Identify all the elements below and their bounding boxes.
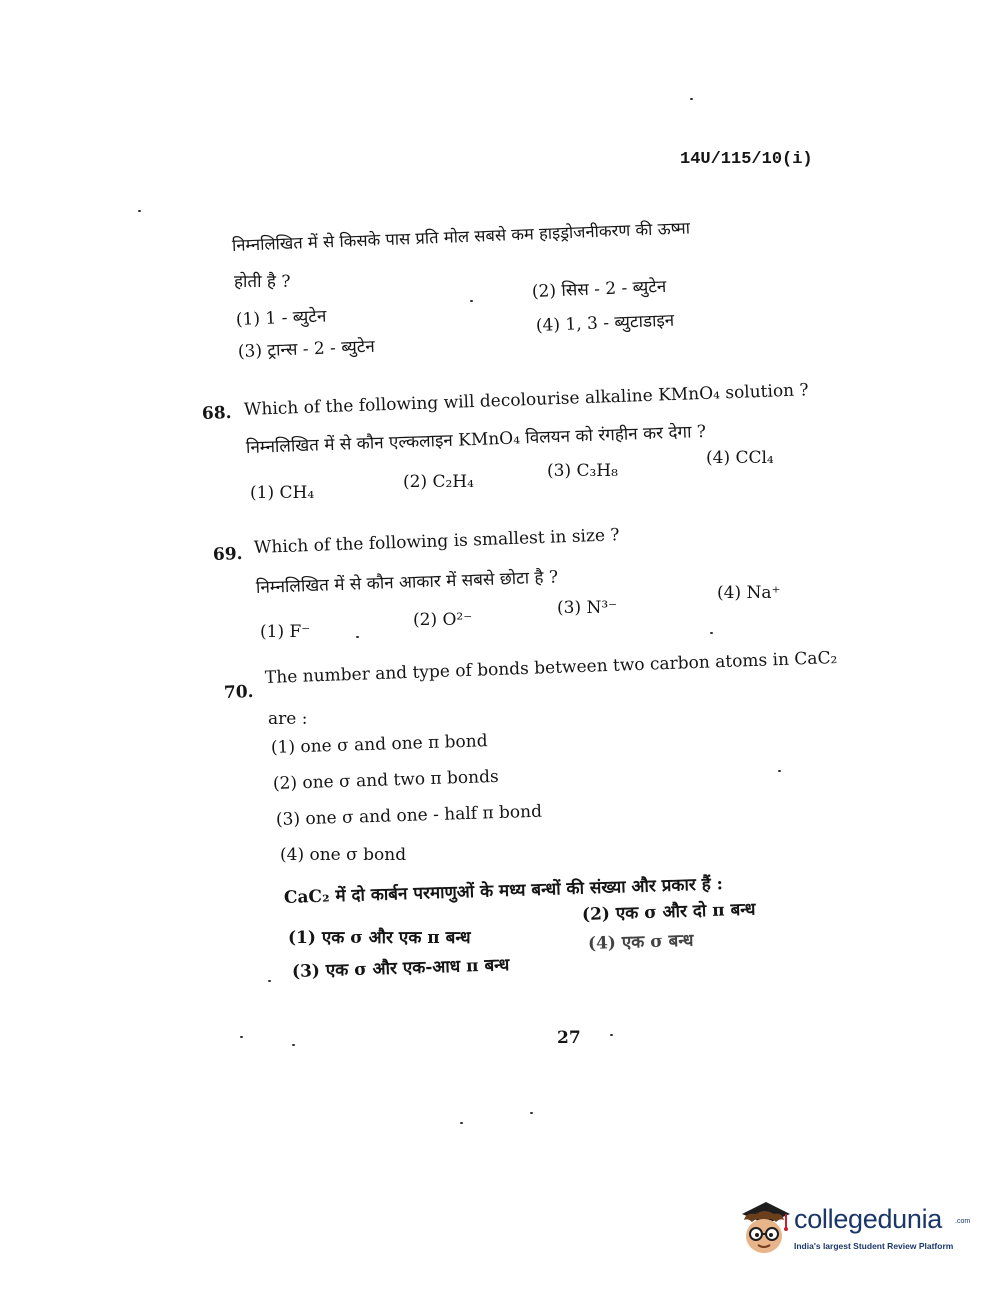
page-number: 27 [557,1028,581,1048]
scan-speck [356,636,359,638]
scan-speck [710,632,713,634]
scan-speck [240,1036,243,1038]
scan-speck [138,210,141,212]
q68-number: 68. [201,402,232,424]
q70-option-3: (3) one σ and one - half π bond [275,801,543,830]
q68-option-2: (2) C₂H₄ [403,472,474,492]
q70-hindi-option-1: (1) एक σ और एक π बन्ध [288,928,471,948]
q69-option-3: (3) N³⁻ [557,598,618,618]
q69-english: Which of the following is smallest in size ? [253,525,620,558]
q70-english-line2: are : [268,709,308,729]
q70-hindi-option-4: (4) एक σ बन्ध [587,930,694,954]
q68-option-4: (4) CCl₄ [706,448,774,468]
q70-english-line1: The number and type of bonds between two carbon atoms in CaC₂ [264,648,838,688]
scan-speck [610,1034,613,1036]
q67-option-3: (3) ट्रान्स - 2 - ब्युटेन [237,336,376,362]
q69-hindi: निम्नलिखित में से कौन आकार में सबसे छोटा है ? [255,567,559,598]
scan-speck [268,980,271,982]
q70-hindi: CaC₂ में दो कार्बन परमाणुओं के मध्य बन्धों की संख्या और प्रकार हैं : [283,874,724,908]
q70-number: 70. [223,681,254,703]
q70-option-1: (1) one σ and one π bond [270,731,488,758]
q68-option-3: (3) C₃H₈ [547,461,618,481]
q70-hindi-option-2: (2) एक σ और दो π बन्ध [581,899,756,925]
q68-option-1: (1) CH₄ [250,483,315,503]
q68-hindi: निम्नलिखित में से कौन एल्कलाइन KMnO₄ विलयन को रंगहीन कर देगा ? [245,421,707,458]
q70-hindi-option-3: (3) एक σ और एक-आध π बन्ध [291,955,510,982]
q69-option-4: (4) Na⁺ [717,583,781,603]
q69-number: 69. [212,543,243,565]
scan-speck [530,1112,533,1114]
scan-speck [292,1044,295,1046]
paper-code: 14U/115/10(i) [680,150,813,169]
q70-option-4: (4) one σ bond [280,845,407,865]
q69-option-1: (1) F⁻ [260,622,311,642]
q70-option-2: (2) one σ and two π bonds [272,766,499,794]
scan-speck [690,98,693,100]
q67-option-4: (4) 1, 3 - ब्युटाडाइन [535,310,675,336]
logo-domain: .com [955,1218,971,1225]
logo-tagline: India's largest Student Review Platform [794,1241,954,1251]
mascot-icon [736,1198,792,1258]
q67-option-2: (2) सिस - 2 - ब्युटेन [531,276,667,302]
q68-english: Which of the following will decolourise alkaline KMnO₄ solution ? [243,380,809,420]
scan-speck [778,770,781,772]
q67-hindi-line2: होती है ? [234,272,291,292]
scan-speck [470,300,473,302]
scan-speck [460,1122,463,1124]
q67-option-1: (1) 1 - ब्युटेन [235,306,327,330]
logo-wordmark: collegedunia [794,1204,943,1234]
collegedunia-logo [736,1198,971,1260]
q69-option-2: (2) O²⁻ [413,610,473,630]
q67-hindi-line1: निम्नलिखित में से किसके पास प्रति मोल सबसे कम हाइड्रोजनीकरण की ऊष्मा [231,218,691,255]
